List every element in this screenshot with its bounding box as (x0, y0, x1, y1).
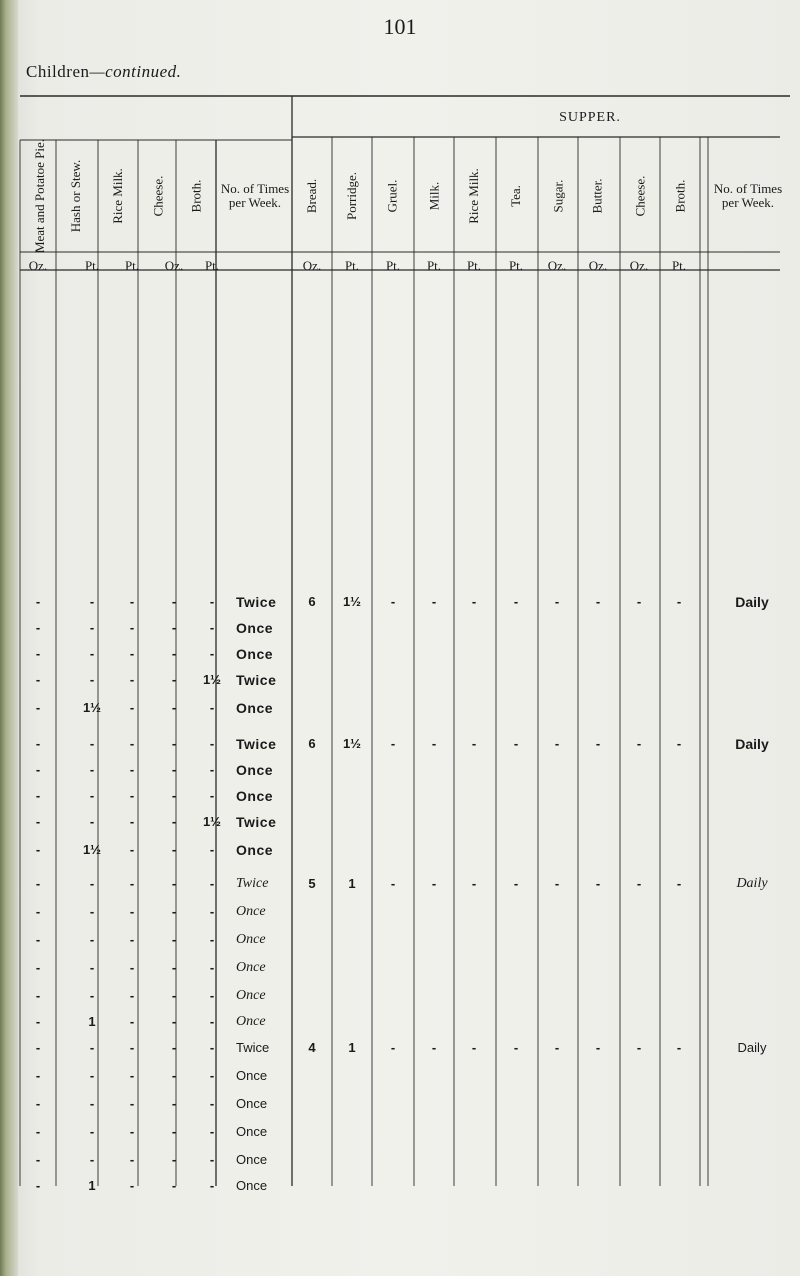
dinner-cell: - (171, 646, 177, 661)
dinner-cell: - (129, 788, 135, 803)
dinner-cell: - (129, 960, 135, 975)
dinner-cell: - (35, 988, 41, 1003)
dinner-cell: - (89, 1096, 95, 1111)
dinner-cell: - (171, 988, 177, 1003)
dinner-cell: 1½ (202, 814, 222, 829)
supper-cell: - (554, 736, 560, 751)
supper-times-value: Daily (735, 736, 769, 752)
supper-cell: - (595, 736, 601, 751)
dinner-cell: - (209, 700, 215, 715)
dinner-cell: - (129, 904, 135, 919)
dinner-cell: - (129, 932, 135, 947)
dinner-cell: - (35, 1152, 41, 1167)
supper-cell: 1 (348, 1040, 356, 1055)
dinner-cell: - (171, 904, 177, 919)
dinner-cell: - (209, 1152, 215, 1167)
dinner-cell: - (209, 876, 215, 891)
supper-cell: 1 (348, 876, 356, 891)
supper-cell: - (390, 736, 396, 751)
column-header (140, 140, 176, 252)
column-unit: Oz. (302, 258, 322, 273)
supper-cell: 6 (308, 594, 316, 609)
supper-cell: - (513, 736, 519, 751)
times-per-week-value: Once (236, 1096, 268, 1111)
dinner-cell: - (171, 762, 177, 777)
supper-cell: - (636, 594, 642, 609)
column-unit: Oz. (164, 258, 184, 273)
supper-cell: - (676, 594, 682, 609)
column-unit: Oz. (28, 258, 48, 273)
times-per-week-value: Once (236, 762, 274, 778)
times-per-week-value: Once (236, 1014, 266, 1029)
column-unit: Pt. (124, 258, 140, 273)
supper-cell: - (636, 876, 642, 891)
dinner-cell: - (129, 736, 135, 751)
column-header (498, 140, 534, 252)
supper-cell: - (636, 1040, 642, 1055)
times-per-week-label: No. of Times per Week. (220, 181, 290, 210)
dinner-cell: - (35, 762, 41, 777)
dinner-cell: - (35, 700, 41, 715)
supper-times-value: Daily (736, 876, 768, 891)
column-unit: Oz. (629, 258, 649, 273)
dinner-cell: - (171, 814, 177, 829)
dinner-cell: 1 (88, 1014, 96, 1029)
supper-cell: - (431, 876, 437, 891)
dinner-cell: - (129, 988, 135, 1003)
supper-times-value: Daily (737, 1040, 767, 1055)
column-header-label: Tea. (507, 185, 523, 207)
dinner-cell: 1½ (202, 672, 222, 687)
dinner-cell: - (89, 1068, 95, 1083)
dinner-cell: - (89, 904, 95, 919)
column-header-label: Rice Milk. (110, 168, 126, 224)
dinner-cell: - (89, 960, 95, 975)
column-header-label: Butter. (590, 178, 605, 214)
running-head-suffix: —continued. (89, 62, 182, 81)
column-header (100, 140, 136, 252)
dinner-cell: - (171, 672, 177, 687)
supper-cell: - (676, 876, 682, 891)
column-header (22, 140, 58, 252)
dinner-cell: - (35, 646, 41, 661)
column-header-label: Porridge. (344, 171, 359, 221)
supper-cell: 6 (308, 736, 316, 751)
column-header (662, 140, 698, 252)
column-unit: Oz. (547, 258, 567, 273)
dinner-cell: - (35, 736, 41, 751)
dinner-cell: - (129, 620, 135, 635)
times-per-week-value: Once (236, 646, 274, 662)
column-unit: Pt. (426, 258, 442, 273)
dinner-cell: - (171, 1040, 177, 1055)
times-per-week-header (710, 140, 786, 252)
page-number: 101 (383, 14, 417, 39)
column-header (456, 140, 492, 252)
supper-cell: - (471, 594, 477, 609)
dinner-cell: 1½ (82, 700, 102, 715)
dinner-cell: - (171, 594, 177, 609)
dinner-cell: - (89, 932, 95, 947)
times-per-week-header (220, 140, 290, 252)
times-per-week-value: Once (236, 700, 274, 716)
dinner-cell: - (209, 932, 215, 947)
supper-times-value: Daily (735, 594, 769, 610)
times-per-week-value: Once (236, 788, 274, 804)
column-unit: Pt. (385, 258, 401, 273)
supper-cell: 1½ (342, 594, 362, 609)
dinner-cell: - (171, 1178, 177, 1193)
dinner-cell: - (89, 736, 95, 751)
dinner-cell: - (209, 762, 215, 777)
dinner-cell: - (209, 1068, 215, 1083)
dinner-cell: - (171, 960, 177, 975)
dinner-cell: - (35, 1014, 41, 1029)
column-header (622, 140, 658, 252)
column-header (580, 140, 616, 252)
column-header-label: Rice Milk. (466, 168, 482, 224)
column-unit: Pt. (508, 258, 524, 273)
supper-cell: - (676, 736, 682, 751)
dinner-cell: - (129, 1014, 135, 1029)
column-header-label: Broth. (188, 179, 203, 213)
supper-cell: 4 (308, 1040, 316, 1055)
supper-cell: - (431, 594, 437, 609)
dinner-cell: - (35, 594, 41, 609)
times-per-week-value: Once (236, 1068, 268, 1083)
times-per-week-value: Twice (236, 736, 277, 752)
dinner-cell: - (35, 1096, 41, 1111)
column-header-label: Cheese. (632, 175, 648, 217)
dinner-cell: - (89, 1152, 95, 1167)
supper-cell: - (595, 594, 601, 609)
dinner-cell: - (171, 1014, 177, 1029)
dinner-cell: - (35, 1068, 41, 1083)
times-per-week-value: Once (236, 904, 266, 919)
dinner-cell: - (129, 842, 135, 857)
column-header (540, 140, 576, 252)
dinner-cell: - (129, 1068, 135, 1083)
column-header (58, 140, 94, 252)
dinner-cell: - (129, 646, 135, 661)
dinner-cell: - (129, 1178, 135, 1193)
column-unit: Oz. (588, 258, 608, 273)
dinner-cell: - (209, 788, 215, 803)
dinner-cell: - (171, 876, 177, 891)
dinner-cell: - (171, 932, 177, 947)
dinner-cell: - (89, 762, 95, 777)
dinner-cell: - (129, 762, 135, 777)
supper-cell: - (513, 876, 519, 891)
times-per-week-value: Twice (236, 672, 277, 688)
times-per-week-label: No. of Times per Week. (713, 181, 783, 210)
dinner-cell: - (209, 1014, 215, 1029)
dinner-cell: - (35, 960, 41, 975)
dinner-cell: - (35, 1040, 41, 1055)
dinner-cell: - (209, 1124, 215, 1139)
dinner-cell: - (209, 1178, 215, 1193)
dinner-cell: - (35, 842, 41, 857)
times-per-week-value: Once (236, 960, 266, 975)
dinner-cell: - (35, 1124, 41, 1139)
supper-cell: - (471, 736, 477, 751)
dinner-cell: - (171, 1124, 177, 1139)
dinner-cell: - (129, 1152, 135, 1167)
times-per-week-value: Once (236, 842, 274, 858)
dinner-cell: 1 (88, 1178, 96, 1193)
column-header-label: Meat and Potatoe Pie. (32, 138, 47, 254)
dinner-cell: - (89, 646, 95, 661)
dinner-cell: - (89, 1124, 95, 1139)
dinner-cell: - (129, 672, 135, 687)
dinner-cell: - (209, 960, 215, 975)
supper-cell: - (431, 1040, 437, 1055)
supper-cell: - (390, 1040, 396, 1055)
column-header-label: Bread. (303, 178, 319, 214)
column-header-label: Sugar. (550, 179, 565, 213)
column-header (416, 140, 452, 252)
column-header (294, 140, 330, 252)
dinner-cell: - (89, 988, 95, 1003)
dinner-cell: - (209, 736, 215, 751)
supper-cell: - (431, 736, 437, 751)
dinner-cell: - (209, 904, 215, 919)
times-per-week-value: Once (236, 1124, 268, 1139)
supper-cell: - (554, 876, 560, 891)
dinner-cell: - (35, 620, 41, 635)
column-unit: Pt. (84, 258, 100, 273)
running-head-prefix: Children (26, 62, 90, 81)
dinner-cell: - (35, 1178, 41, 1193)
dinner-cell: - (171, 788, 177, 803)
column-header-label: Milk. (425, 181, 441, 211)
dinner-cell: - (89, 788, 95, 803)
times-per-week-value: Twice (236, 814, 277, 830)
supper-cell: - (471, 876, 477, 891)
dinner-cell: - (171, 1152, 177, 1167)
times-per-week-value: Once (236, 932, 266, 947)
dinner-cell: - (209, 620, 215, 635)
dinner-cell: - (35, 788, 41, 803)
supper-cell: - (513, 1040, 519, 1055)
supper-cell: - (390, 594, 396, 609)
dinner-cell: - (129, 1040, 135, 1055)
dinner-cell: 1½ (82, 842, 102, 857)
supper-cell: - (471, 1040, 477, 1055)
dinner-cell: - (89, 814, 95, 829)
dinner-cell: - (171, 842, 177, 857)
supper-cell: - (676, 1040, 682, 1055)
dinner-cell: - (171, 1068, 177, 1083)
dinner-cell: - (89, 876, 95, 891)
supper-cell: - (554, 1040, 560, 1055)
times-per-week-value: Twice (236, 594, 277, 610)
supper-cell: - (513, 594, 519, 609)
dinner-cell: - (129, 700, 135, 715)
supper-cell: - (595, 1040, 601, 1055)
dinner-cell: - (35, 814, 41, 829)
column-header (334, 140, 370, 252)
dinner-cell: - (89, 594, 95, 609)
dinner-cell: - (35, 904, 41, 919)
supper-cell: - (595, 876, 601, 891)
supper-cell: - (390, 876, 396, 891)
dinner-cell: - (209, 1096, 215, 1111)
column-header-label: Broth. (672, 179, 687, 213)
dinner-cell: - (129, 594, 135, 609)
supper-cell: 5 (308, 876, 316, 891)
dinner-cell: - (129, 1124, 135, 1139)
times-per-week-value: Once (236, 988, 266, 1003)
column-unit: Pt. (466, 258, 482, 273)
supper-section-title: SUPPER. (559, 110, 621, 125)
column-header (374, 140, 410, 252)
dinner-cell: - (171, 1096, 177, 1111)
dinner-cell: - (171, 700, 177, 715)
times-per-week-value: Twice (236, 876, 269, 891)
dinner-cell: - (129, 1096, 135, 1111)
dinner-cell: - (209, 1040, 215, 1055)
dinner-cell: - (89, 672, 95, 687)
dinner-cell: - (35, 876, 41, 891)
column-unit: Pt. (204, 258, 220, 273)
dinner-cell: - (35, 932, 41, 947)
dinner-cell: - (35, 672, 41, 687)
times-per-week-value: Once (236, 1152, 268, 1167)
dinner-cell: - (209, 594, 215, 609)
column-unit: Pt. (344, 258, 360, 273)
column-unit: Pt. (671, 258, 687, 273)
dinner-cell: - (209, 988, 215, 1003)
column-header-label: Cheese. (150, 175, 166, 217)
column-header-label: Gruel. (383, 179, 399, 213)
column-header (178, 140, 214, 252)
dinner-cell: - (129, 814, 135, 829)
column-header-label: Hash or Stew. (68, 159, 84, 233)
dinner-cell: - (209, 842, 215, 857)
times-per-week-value: Once (236, 1178, 268, 1193)
dinner-cell: - (171, 620, 177, 635)
times-per-week-value: Once (236, 620, 274, 636)
dinner-cell: - (171, 736, 177, 751)
dinner-cell: - (89, 1040, 95, 1055)
times-per-week-value: Twice (236, 1040, 270, 1055)
supper-cell: - (554, 594, 560, 609)
dinner-cell: - (129, 876, 135, 891)
dinner-cell: - (89, 620, 95, 635)
dinner-cell: - (209, 646, 215, 661)
supper-cell: - (636, 736, 642, 751)
supper-cell: 1½ (342, 736, 362, 751)
